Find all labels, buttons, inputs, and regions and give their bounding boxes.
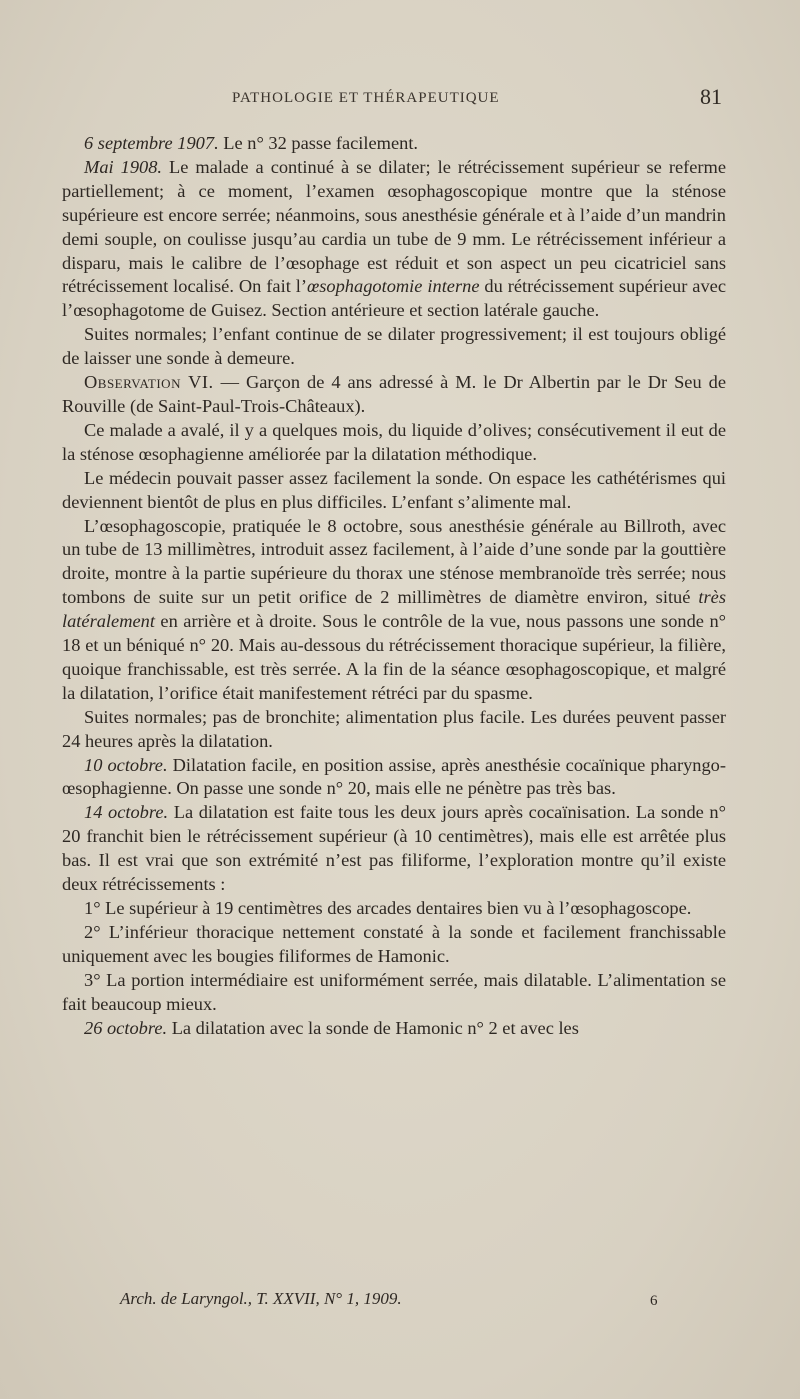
paragraph-10 [62,801,726,897]
paragraph-14 [62,1017,726,1041]
paragraph-8: Suites normales; pas de bronchite; alimentation plus facile. Les durées peuvent passer 24 heures après la dilatation. [62,706,726,751]
paragraph-text: La dilatation est faite tous les deux jours après cocaïnisation. La sonde n° 20 franchit bien le rétrécissement supérieur (à 10 centimètres), mais elle est arrêtée plus bas. Il est vrai que son extrémité n’est pas filiforme, l’exploration montre qu’il existe deux rétrécissements : [62,802,726,895]
observation-label: Observation VI. [84,372,214,393]
paragraph-text: L’œsophagoscopie, pratiquée le 8 octobre, sous anesthésie générale au Billroth, avec un tube de 13 millimètres, introduit assez facilement, à l’aide d’une sonde par la gouttière droite, montre à la partie supérieure du thorax une sténose membranoïde très serrée; nous tombons de suite sur un petit orifice de 2 millimètres de diamètre environ, situé [62,515,726,608]
page-footer [120,1289,680,1313]
date-label: 6 septembre 1907. [84,133,219,153]
paragraph-11: 1° Le supérieur à 19 centimètres des arcades dentaires bien vu à l’œsophagoscope. [84,898,692,918]
body-text [62,132,726,1040]
date-label: 10 octobre. [84,754,168,775]
paragraph-text: du rétrécissement supérieur avec l’œsophagotome de Guisez. Section antérieure et section latérale gauche. [62,276,726,321]
paragraph-text: La dilatation avec la sonde de Hamonic n° 2 et avec les [167,1017,579,1038]
page-number: 81 [700,84,722,109]
paragraph-1 [62,132,726,156]
emphasis-term: œsophagotomie interne [306,276,480,297]
paragraph-5: Ce malade a avalé, il y a quelques mois, du liquide d’olives; consécutivement il eut de la sténose œsophagienne améliorée par la dilatation méthodique. [62,419,726,464]
date-label: Mai 1908. [84,156,163,177]
page-header [0,84,800,114]
paragraph-6: Le médecin pouvait passer assez facilement la sonde. On espace les cathétérismes qui deviennent bientôt de plus en plus difficiles. L’enfant s’alimente mal. [62,467,726,512]
paragraph-text: Le n° 32 passe facilement. [218,133,419,153]
emphasis-term: très latéralement [62,587,726,632]
journal-citation: Arch. de Laryngol., T. XXVII, N° 1, 1909. [120,1289,402,1308]
signature-mark: 6 [650,1293,658,1309]
paragraph-text: Le malade a continué à se dilater; le rétrécissement supérieur se referme partiellement; à ce moment, l’examen œsophagoscopique montre que la sténose supérieure est encore serrée; néanmoins, sous anesthésie générale et à l’aide d’un mandrin demi souple, on coulisse jusqu’au cardia un tube de 9 mm. Le rétrécissement inférieur a disparu, mais le calibre de l’œsophage est réduit et son aspect un peu cicatriciel sans rétrécissement localisé. On fait l’ [62,156,726,297]
paragraph-text: — Garçon de 4 ans adressé à M. le Dr Albertin par le Dr Seu de Rouville (de Saint-Paul-Trois-Châteaux). [62,372,726,416]
paragraph-7 [62,515,726,706]
running-title: PATHOLOGIE ET THÉRAPEUTIQUE [232,90,500,106]
paragraph-13: 3° La portion intermédiaire est uniformément serrée, mais dilatable. L’alimentation se fait beaucoup mieux. [62,969,726,1014]
date-label: 26 octobre. [84,1017,168,1038]
paragraph-9 [62,754,726,802]
paragraph-text: Dilatation facile, en position assise, après anesthésie cocaïnique pharyngo-œsophagienne. On passe une sonde n° 20, mais elle ne pénètre pas très bas. [62,754,726,799]
paragraph-12: 2° L’inférieur thoracique nettement constaté à la sonde et facilement franchissable uniquement avec les bougies filiformes de Hamonic. [62,921,726,966]
paragraph-4 [62,371,726,419]
paragraph-2 [62,156,726,323]
paragraph-3: Suites normales; l’enfant continue de se dilater progressivement; il est toujours obligé de laisser une sonde à demeure. [62,324,726,369]
date-label: 14 octobre. [84,802,169,823]
paragraph-text: en arrière et à droite. Sous le contrôle de la vue, nous passons une sonde n° 18 et un béniqué n° 20. Mais au-dessous du rétrécissement thoracique supérieur, la filière, quoique franchissable, est très serrée. A la fin de la séance œsophagoscopique, et malgré la dilatation, l’orifice était manifestement rétréci par du spasme. [62,611,726,703]
